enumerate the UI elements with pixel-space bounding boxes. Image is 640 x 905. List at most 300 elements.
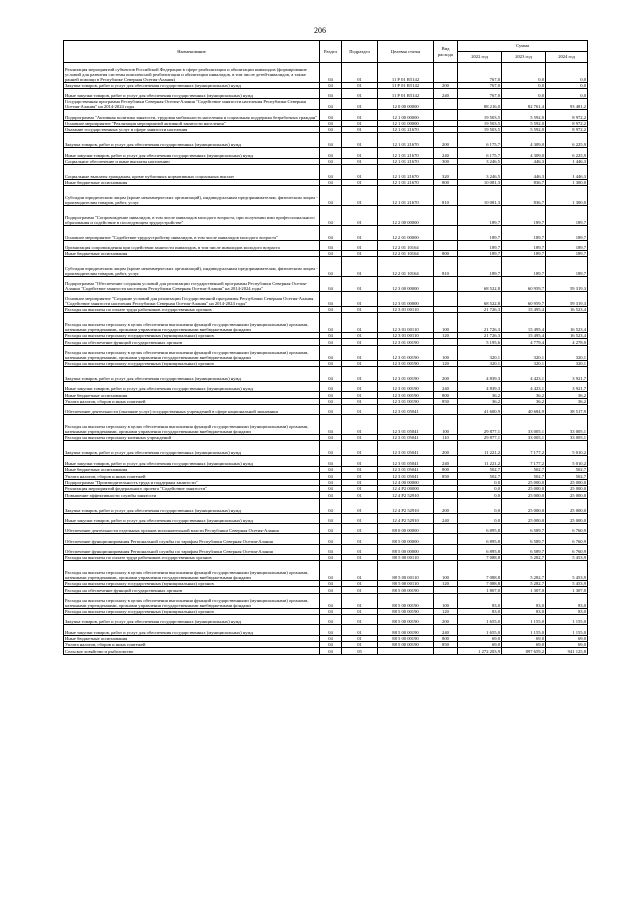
cell-subsection: 01 bbox=[342, 165, 378, 180]
cell-target: 12 3 01 05041 bbox=[378, 466, 434, 472]
cell-section: 04 bbox=[320, 276, 342, 291]
cell-section: 04 bbox=[320, 165, 342, 180]
cell-section: 04 bbox=[320, 648, 342, 654]
cell-sum-2023: 4 309,0 bbox=[502, 133, 546, 148]
cell-sum-2024: 502,7 bbox=[546, 466, 588, 472]
cell-target: 12 2 01 10164 bbox=[378, 250, 434, 256]
cell-sum-2022: 11 221,2 bbox=[458, 441, 502, 456]
cell-sum-2022: 7 088,8 bbox=[458, 561, 502, 581]
cell-subsection: 01 bbox=[342, 332, 378, 338]
cell-sum-2024: 1 300,0 bbox=[546, 186, 588, 206]
cell-subsection: 01 bbox=[342, 339, 378, 345]
cell-sum-2024: 189,7 bbox=[546, 257, 588, 277]
cell-name: Расходы на обеспечение функций государственных органов bbox=[64, 339, 320, 345]
cell-sum-2023: 4 423,1 bbox=[502, 382, 546, 392]
cell-sum-2023: 69,0 bbox=[502, 635, 546, 641]
cell-sum-2022: 7 088,8 bbox=[458, 580, 502, 586]
cell-subsection: 05 bbox=[342, 648, 378, 654]
cell-sum-2024: 16 523,4 bbox=[546, 332, 588, 338]
cell-sum-2022: 0,0 bbox=[458, 479, 502, 485]
cell-sum-2022: 1 655,0 bbox=[458, 625, 502, 635]
cell-target: 88 5 00 00190 bbox=[378, 625, 434, 635]
cell-sum-2024: 941 125,8 bbox=[546, 648, 588, 654]
cell-expense-type: 200 bbox=[434, 615, 458, 625]
cell-subsection: 01 bbox=[342, 456, 378, 466]
cell-expense-type: 810 bbox=[434, 257, 458, 277]
cell-sum-2022: 4 839,3 bbox=[458, 382, 502, 392]
cell-subsection: 01 bbox=[342, 441, 378, 456]
cell-sum-2024: 16 523,4 bbox=[546, 313, 588, 333]
cell-target: 12 1 01 21670 bbox=[378, 165, 434, 180]
cell-target: 12 3 01 00110 bbox=[378, 306, 434, 312]
cell-sum-2022: 68 522,8 bbox=[458, 276, 502, 291]
cell-section: 04 bbox=[320, 225, 342, 240]
cell-name: Закупка товаров, работ и услуг для обеспечения государственных (муниципальных) нужд bbox=[64, 367, 320, 382]
cell-expense-type bbox=[434, 405, 458, 415]
cell-name: Обеспечение функционирования Региональной службы по тарифам Республики Северная Осетия-Алания bbox=[64, 544, 320, 554]
table-row bbox=[64, 382, 588, 392]
header-year-2023: 2023 год bbox=[502, 52, 546, 63]
cell-sum-2023: 6 589,7 bbox=[502, 544, 546, 554]
cell-subsection: 01 bbox=[342, 513, 378, 523]
cell-sum-2022: 88 216,0 bbox=[458, 99, 502, 110]
cell-sum-2024: 6 225,9 bbox=[546, 148, 588, 158]
cell-expense-type: 200 bbox=[434, 367, 458, 382]
cell-sum-2024: 6 760,9 bbox=[546, 544, 588, 554]
cell-section: 04 bbox=[320, 554, 342, 560]
table-row bbox=[64, 625, 588, 635]
cell-sum-2022: 1 655,0 bbox=[458, 615, 502, 625]
cell-sum-2024: 59 319,3 bbox=[546, 291, 588, 306]
cell-sum-2024: 93 481,2 bbox=[546, 99, 588, 110]
cell-sum-2024: 1 300,0 bbox=[546, 180, 588, 186]
cell-sum-2024: 5 010,2 bbox=[546, 441, 588, 456]
cell-sum-2024: 4 278,0 bbox=[546, 339, 588, 345]
cell-subsection: 01 bbox=[342, 313, 378, 333]
cell-expense-type: 100 bbox=[434, 593, 458, 608]
cell-sum-2024: 189,7 bbox=[546, 240, 588, 250]
cell-name: Расходы на выплаты персоналу в целях обеспечения выполнения функций государственными (муниципальными) органами, казенными учреждениями, органами управления государственными внебюджетными фондами bbox=[64, 415, 320, 435]
cell-expense-type: 800 bbox=[434, 635, 458, 641]
cell-sum-2024: 3 921,7 bbox=[546, 382, 588, 392]
cell-subsection: 01 bbox=[342, 498, 378, 513]
table-row bbox=[64, 367, 588, 382]
cell-sum-2024: 1 155,0 bbox=[546, 625, 588, 635]
table-row bbox=[64, 441, 588, 456]
cell-sum-2022: 6 895,8 bbox=[458, 544, 502, 554]
header-sum: Сумма bbox=[458, 41, 588, 52]
cell-name: Иные закупки товаров, работ и услуг для обеспечения государственных (муниципальных) нужд bbox=[64, 625, 320, 635]
table-row bbox=[64, 186, 588, 206]
cell-section: 04 bbox=[320, 360, 342, 366]
cell-sum-2022: 19 503,5 bbox=[458, 110, 502, 120]
header-year-2022: 2022 год bbox=[458, 52, 502, 63]
cell-name: Расходы на выплаты персоналу в целях обеспечения выполнения функций государственными (муниципальными) органами, казенными учреждениями, органами управления государственными внебюджетными фондами bbox=[64, 593, 320, 608]
cell-target: 88 5 00 00000 bbox=[378, 544, 434, 554]
cell-sum-2023: 25 000,0 bbox=[502, 479, 546, 485]
cell-name: Основное мероприятие "Содействие трудоустройству инвалидов, в том числе инвалидов молодого возраста" bbox=[64, 225, 320, 240]
cell-section: 04 bbox=[320, 306, 342, 312]
cell-sum-2023: 502,7 bbox=[502, 473, 546, 479]
table-row bbox=[64, 291, 588, 306]
cell-expense-type: 240 bbox=[434, 88, 458, 98]
cell-expense-type: 240 bbox=[434, 456, 458, 466]
cell-sum-2023: 7 177,2 bbox=[502, 456, 546, 466]
cell-sum-2022: 29 877,1 bbox=[458, 435, 502, 441]
table-row bbox=[64, 593, 588, 608]
cell-subsection: 01 bbox=[342, 405, 378, 415]
cell-sum-2023: 25 000,0 bbox=[502, 485, 546, 491]
cell-subsection: 01 bbox=[342, 466, 378, 472]
cell-sum-2023: 33 005,1 bbox=[502, 435, 546, 441]
cell-sum-2022: 68 522,8 bbox=[458, 291, 502, 306]
cell-sum-2024: 36,2 bbox=[546, 392, 588, 398]
cell-sum-2023: 15 495,4 bbox=[502, 332, 546, 338]
cell-name: Уплата налогов, сборов и иных платежей bbox=[64, 642, 320, 648]
cell-name: Расходы на выплаты персоналу государственных (муниципальных) органов bbox=[64, 608, 320, 614]
cell-sum-2024: 25 000,0 bbox=[546, 513, 588, 523]
cell-section: 04 bbox=[320, 587, 342, 593]
budget-table bbox=[63, 40, 588, 655]
cell-sum-2024: 0,0 bbox=[546, 88, 588, 98]
header-year-2024: 2024 год bbox=[546, 52, 588, 63]
cell-sum-2022: 21 726,3 bbox=[458, 313, 502, 333]
cell-target: 88 5 00 00190 bbox=[378, 587, 434, 593]
table-row bbox=[64, 534, 588, 544]
table-header bbox=[64, 41, 588, 63]
cell-subsection: 01 bbox=[342, 580, 378, 586]
cell-sum-2023: 1 155,0 bbox=[502, 625, 546, 635]
cell-subsection: 01 bbox=[342, 110, 378, 120]
cell-name: Социальное обеспечение и иные выплаты населению bbox=[64, 158, 320, 164]
cell-expense-type: 100 bbox=[434, 415, 458, 435]
cell-sum-2023: 60 959,7 bbox=[502, 291, 546, 306]
cell-name: Обеспечение деятельности отдельных органов исполнительной власти Республики Северная Осетия-Алания bbox=[64, 523, 320, 533]
cell-target: 11 Р 01 R5142 bbox=[378, 63, 434, 83]
cell-sum-2024: 33 005,1 bbox=[546, 435, 588, 441]
cell-sum-2023: 83,0 bbox=[502, 593, 546, 608]
header-subsection: Подраздел bbox=[342, 41, 378, 63]
cell-expense-type: 120 bbox=[434, 608, 458, 614]
cell-expense-type: 800 bbox=[434, 250, 458, 256]
cell-expense-type: 110 bbox=[434, 435, 458, 441]
cell-subsection: 01 bbox=[342, 240, 378, 250]
cell-sum-2022: 69,0 bbox=[458, 642, 502, 648]
table-row bbox=[64, 544, 588, 554]
cell-expense-type: 850 bbox=[434, 398, 458, 404]
cell-section: 04 bbox=[320, 367, 342, 382]
cell-name: Подпрограмма "Обеспечение создания условий для реализации государственной программы Республики Северная Осетия-Алания "Содействие занятости населения Республики Северная Осетия-Алания" на 2014-2024 годы" bbox=[64, 276, 320, 291]
cell-sum-2024: 38 517,9 bbox=[546, 405, 588, 415]
cell-target: 12 3 01 00190 bbox=[378, 360, 434, 366]
cell-name: Иные закупки товаров, работ и услуг для обеспечения государственных (муниципальных) нужд bbox=[64, 456, 320, 466]
cell-expense-type: 100 bbox=[434, 345, 458, 360]
cell-target: 12 3 01 05041 bbox=[378, 405, 434, 415]
cell-subsection: 01 bbox=[342, 345, 378, 360]
cell-subsection: 01 bbox=[342, 398, 378, 404]
cell-sum-2022: 83,0 bbox=[458, 593, 502, 608]
cell-sum-2022: 6 175,7 bbox=[458, 148, 502, 158]
cell-section: 04 bbox=[320, 63, 342, 83]
cell-section: 04 bbox=[320, 593, 342, 608]
table-body bbox=[64, 63, 588, 655]
cell-sum-2024: 83,0 bbox=[546, 608, 588, 614]
cell-target: 12 3 01 05041 bbox=[378, 435, 434, 441]
cell-expense-type bbox=[434, 225, 458, 240]
cell-sum-2024: 189,7 bbox=[546, 250, 588, 256]
cell-section: 04 bbox=[320, 250, 342, 256]
cell-sum-2022: 502,7 bbox=[458, 473, 502, 479]
cell-target: 12 3 01 00110 bbox=[378, 313, 434, 333]
cell-sum-2023: 7 177,2 bbox=[502, 441, 546, 456]
cell-expense-type: 120 bbox=[434, 580, 458, 586]
cell-sum-2024: 502,7 bbox=[546, 473, 588, 479]
cell-section: 04 bbox=[320, 82, 342, 88]
cell-target: 12 2 00 00000 bbox=[378, 206, 434, 226]
cell-sum-2022: 19 503,5 bbox=[458, 126, 502, 132]
cell-target: 88 5 00 00110 bbox=[378, 554, 434, 560]
cell-sum-2022: 3 246,5 bbox=[458, 165, 502, 180]
cell-sum-2024: 5 010,2 bbox=[546, 456, 588, 466]
cell-subsection: 01 bbox=[342, 250, 378, 256]
cell-subsection: 01 bbox=[342, 82, 378, 88]
cell-subsection: 01 bbox=[342, 206, 378, 226]
cell-sum-2024: 6 760,9 bbox=[546, 534, 588, 544]
cell-sum-2024: 8 972,2 bbox=[546, 110, 588, 120]
cell-sum-2023: 189,7 bbox=[502, 240, 546, 250]
cell-sum-2023: 836,7 bbox=[502, 180, 546, 186]
cell-sum-2022: 7 088,8 bbox=[458, 554, 502, 560]
cell-expense-type: 120 bbox=[434, 360, 458, 366]
cell-expense-type: 100 bbox=[434, 313, 458, 333]
table-row bbox=[64, 148, 588, 158]
cell-sum-2023: 6 589,7 bbox=[502, 534, 546, 544]
cell-sum-2022: 19 503,5 bbox=[458, 120, 502, 126]
cell-target: 88 5 00 00110 bbox=[378, 580, 434, 586]
cell-target: 12 3 01 05041 bbox=[378, 441, 434, 456]
cell-sum-2022: 767,0 bbox=[458, 88, 502, 98]
cell-sum-2024: 189,7 bbox=[546, 225, 588, 240]
table-row bbox=[64, 498, 588, 513]
cell-sum-2024: 5 453,9 bbox=[546, 554, 588, 560]
cell-sum-2023: 25 000,0 bbox=[502, 498, 546, 513]
cell-name: Расходы на выплаты персоналу в целях обеспечения выполнения функций государственными (муниципальными) органами, казенными учреждениями, органами управления государственными внебюджетными фондами bbox=[64, 313, 320, 333]
cell-expense-type: 200 bbox=[434, 82, 458, 88]
cell-name: Закупка товаров, работ и услуг для обеспечения государственных (муниципальных) нужд bbox=[64, 498, 320, 513]
cell-subsection: 01 bbox=[342, 360, 378, 366]
cell-section: 04 bbox=[320, 186, 342, 206]
cell-target: 88 5 00 00190 bbox=[378, 642, 434, 648]
cell-subsection: 01 bbox=[342, 186, 378, 206]
cell-name: Субсидии юридическим лицам (кроме некоммерческих организаций), индивидуальным предпринимателям, физическим лицам - производителям товаров, работ, услуг bbox=[64, 186, 320, 206]
cell-name: Основное мероприятие "Реализация мероприятий активной занятости населения" bbox=[64, 120, 320, 126]
cell-section: 04 bbox=[320, 133, 342, 148]
cell-name: Подпрограмма "Сопровождение инвалидов, в том числе инвалидов молодого возраста, при получении ими профессионального образования и содействие в последующем трудоустройстве" bbox=[64, 206, 320, 226]
cell-sum-2024: 69,0 bbox=[546, 635, 588, 641]
cell-target: 12 1 01 21670 bbox=[378, 186, 434, 206]
cell-section: 04 bbox=[320, 485, 342, 491]
cell-sum-2024: 5 453,9 bbox=[546, 561, 588, 581]
cell-name: Расходы на выплаты персоналу государственных (муниципальных) органов bbox=[64, 580, 320, 586]
cell-section: 04 bbox=[320, 291, 342, 306]
cell-sum-2022: 0,0 bbox=[458, 485, 502, 491]
cell-subsection: 01 bbox=[342, 99, 378, 110]
cell-target: 12 3 01 00190 bbox=[378, 398, 434, 404]
cell-target: 12 3 01 00110 bbox=[378, 332, 434, 338]
cell-sum-2024: 6 760,9 bbox=[546, 523, 588, 533]
cell-sum-2022: 29 877,1 bbox=[458, 415, 502, 435]
cell-section: 04 bbox=[320, 544, 342, 554]
table-row bbox=[64, 257, 588, 277]
cell-section: 04 bbox=[320, 345, 342, 360]
cell-target: 12 4 Р2 52910 bbox=[378, 492, 434, 498]
cell-sum-2024: 25 000,0 bbox=[546, 485, 588, 491]
table-row bbox=[64, 110, 588, 120]
cell-sum-2022: 320,1 bbox=[458, 345, 502, 360]
cell-sum-2022: 41 600,9 bbox=[458, 405, 502, 415]
table-row bbox=[64, 276, 588, 291]
cell-subsection: 01 bbox=[342, 306, 378, 312]
cell-sum-2022: 189,7 bbox=[458, 225, 502, 240]
cell-target: 12 2 01 00000 bbox=[378, 225, 434, 240]
cell-expense-type: 240 bbox=[434, 513, 458, 523]
cell-sum-2024: 25 000,0 bbox=[546, 479, 588, 485]
cell-section: 04 bbox=[320, 561, 342, 581]
cell-subsection: 01 bbox=[342, 225, 378, 240]
cell-target: 12 3 01 00000 bbox=[378, 291, 434, 306]
cell-subsection: 01 bbox=[342, 534, 378, 544]
cell-subsection: 01 bbox=[342, 479, 378, 485]
cell-sum-2023: 189,7 bbox=[502, 257, 546, 277]
cell-name: Обеспечение функционирования Региональной службы по тарифам Республики Северная Осетия-Алания bbox=[64, 534, 320, 544]
cell-subsection: 01 bbox=[342, 625, 378, 635]
cell-target: 11 Р 01 R5142 bbox=[378, 88, 434, 98]
cell-sum-2023: 36,2 bbox=[502, 392, 546, 398]
cell-target: 12 3 01 00190 bbox=[378, 382, 434, 392]
cell-expense-type bbox=[434, 240, 458, 250]
cell-sum-2022: 36,2 bbox=[458, 398, 502, 404]
cell-sum-2023: 4 423,1 bbox=[502, 367, 546, 382]
cell-name: Расходы на выплаты персоналу в целях обеспечения выполнения функций государственными (муниципальными) органами, казенными учреждениями, органами управления государственными внебюджетными фондами bbox=[64, 561, 320, 581]
cell-section: 04 bbox=[320, 392, 342, 398]
table-row bbox=[64, 456, 588, 466]
cell-target: 88 5 00 00000 bbox=[378, 534, 434, 544]
cell-section: 04 bbox=[320, 642, 342, 648]
cell-name: Расходы на выплаты персоналу государственных (муниципальных) органов bbox=[64, 332, 320, 338]
cell-subsection: 01 bbox=[342, 523, 378, 533]
cell-expense-type: 120 bbox=[434, 332, 458, 338]
table-row bbox=[64, 345, 588, 360]
cell-sum-2024: 36,2 bbox=[546, 398, 588, 404]
cell-subsection: 01 bbox=[342, 148, 378, 158]
cell-subsection: 01 bbox=[342, 126, 378, 132]
header-section: Раздел bbox=[320, 41, 342, 63]
cell-sum-2022: 6 895,8 bbox=[458, 523, 502, 533]
cell-section: 04 bbox=[320, 240, 342, 250]
cell-sum-2023: 4 779,4 bbox=[502, 339, 546, 345]
cell-section: 04 bbox=[320, 257, 342, 277]
cell-target: 12 4 Р2 52910 bbox=[378, 498, 434, 513]
cell-target: 88 0 00 00000 bbox=[378, 523, 434, 533]
cell-target: 12 3 01 00190 bbox=[378, 367, 434, 382]
cell-sum-2023: 502,7 bbox=[502, 466, 546, 472]
cell-subsection: 01 bbox=[342, 435, 378, 441]
cell-name: Иные закупки товаров, работ и услуг для обеспечения государственных (муниципальных) нужд bbox=[64, 513, 320, 523]
cell-section: 04 bbox=[320, 625, 342, 635]
cell-sum-2022: 10 081,3 bbox=[458, 186, 502, 206]
cell-name: Расходы на выплаты персоналу в целях обеспечения выполнения функций государственными (муниципальными) органами, казенными учреждениями, органами управления государственными внебюджетными фондами bbox=[64, 345, 320, 360]
cell-sum-2024: 1 155,0 bbox=[546, 615, 588, 625]
cell-subsection: 01 bbox=[342, 367, 378, 382]
cell-expense-type: 800 bbox=[434, 392, 458, 398]
cell-subsection: 01 bbox=[342, 544, 378, 554]
cell-sum-2023: 25 000,0 bbox=[502, 513, 546, 523]
table-row bbox=[64, 63, 588, 83]
table-row bbox=[64, 225, 588, 240]
table-row bbox=[64, 523, 588, 533]
cell-name: Иные бюджетные ассигнования bbox=[64, 180, 320, 186]
cell-target bbox=[378, 648, 434, 654]
cell-section: 04 bbox=[320, 523, 342, 533]
cell-sum-2023: 446,3 bbox=[502, 158, 546, 164]
cell-sum-2023: 5 282,7 bbox=[502, 580, 546, 586]
cell-sum-2022: 189,7 bbox=[458, 240, 502, 250]
cell-sum-2024: 16 523,4 bbox=[546, 306, 588, 312]
cell-sum-2023: 15 495,4 bbox=[502, 313, 546, 333]
cell-sum-2023: 6 589,7 bbox=[502, 523, 546, 533]
cell-subsection: 01 bbox=[342, 382, 378, 392]
cell-section: 04 bbox=[320, 513, 342, 523]
cell-sum-2022: 83,0 bbox=[458, 608, 502, 614]
cell-subsection: 01 bbox=[342, 492, 378, 498]
cell-sum-2023: 5 282,7 bbox=[502, 561, 546, 581]
table-row bbox=[64, 561, 588, 581]
cell-name: Расходы на выплаты по оплате труда работников государственных органов bbox=[64, 554, 320, 560]
cell-target: 12 1 01 21670 bbox=[378, 126, 434, 132]
cell-subsection: 01 bbox=[342, 120, 378, 126]
cell-subsection: 01 bbox=[342, 554, 378, 560]
cell-subsection: 01 bbox=[342, 635, 378, 641]
cell-sum-2024: 25 000,0 bbox=[546, 498, 588, 513]
cell-sum-2022: 1 272 203,9 bbox=[458, 648, 502, 654]
cell-subsection: 01 bbox=[342, 276, 378, 291]
cell-sum-2022: 1 807,0 bbox=[458, 587, 502, 593]
cell-subsection: 01 bbox=[342, 615, 378, 625]
table-row bbox=[64, 405, 588, 415]
cell-target: 12 1 01 21670 bbox=[378, 180, 434, 186]
cell-sum-2022: 6 175,7 bbox=[458, 133, 502, 148]
cell-sum-2022: 10 081,3 bbox=[458, 180, 502, 186]
cell-name: Обеспечение деятельности (оказание услуг) государственных учреждений в сфере национальной экономики bbox=[64, 405, 320, 415]
cell-sum-2023: 320,1 bbox=[502, 360, 546, 366]
cell-sum-2023: 1 307,0 bbox=[502, 587, 546, 593]
cell-expense-type bbox=[434, 99, 458, 110]
cell-sum-2024: 320,1 bbox=[546, 360, 588, 366]
cell-name: Реализация мероприятий федерального проекта "Содействие занятости" bbox=[64, 485, 320, 491]
cell-subsection: 01 bbox=[342, 485, 378, 491]
cell-expense-type bbox=[434, 63, 458, 83]
cell-section: 04 bbox=[320, 158, 342, 164]
cell-sum-2022: 189,7 bbox=[458, 206, 502, 226]
cell-name: Уплата налогов, сборов и иных платежей bbox=[64, 473, 320, 479]
cell-sum-2023: 60 959,7 bbox=[502, 276, 546, 291]
cell-name: Иные бюджетные ассигнования bbox=[64, 250, 320, 256]
cell-sum-2024: 0,0 bbox=[546, 63, 588, 83]
cell-name: Иные закупки товаров, работ и услуг для обеспечения государственных (муниципальных) нужд bbox=[64, 88, 320, 98]
cell-name: Государственная программа Республики Северная Осетия-Алания "Содействие занятости населения Республики Северная Осетия-Алания" на 2014-2024 годы bbox=[64, 99, 320, 110]
cell-sum-2022: 6 895,8 bbox=[458, 534, 502, 544]
table-row bbox=[64, 88, 588, 98]
